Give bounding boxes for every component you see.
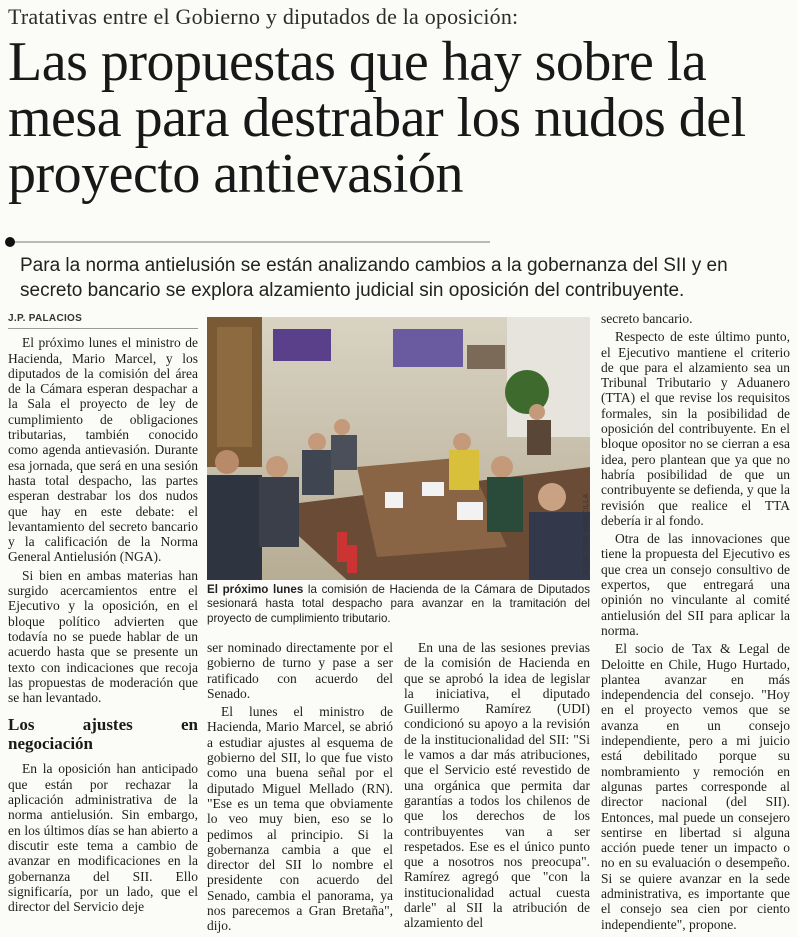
col1-paragraph-1: El próximo lunes el ministro de Hacienda, Mario Marcel, y los diputados de la comisión del área de la Cámara esperan despachar a la Sala el proyecto de ley de cumplimiento de obligaciones tributarias, también conocido como agenda antievasión. Durante esa jornada, que será en una sesión hasta total despacho, las partes esperan destrabar los dos nudos que hay en este debate: el levantamiento del secreto bancario y la calificación de la Norma General Antielusión (NGA). (8, 335, 198, 565)
byline: J.P. PALACIOS (8, 311, 198, 329)
news-photo (207, 317, 590, 580)
photo-credit: JONATHAN MANCILLA (583, 493, 590, 576)
meeting-room-photo (207, 317, 590, 580)
subhead: Para la norma antielusión se están analizando cambios a la gobernanza del SII y en secreto bancario se explora alzamiento judicial sin oposición del contribuyente. (20, 255, 728, 301)
col4-paragraph-4: El socio de Tax & Legal de Deloitte en Chile, Hugo Hurtado, plantea avanzar en más independencia del consejo. "Hoy en el proyecto vemos que se avanza en un consejo independiente, pero a mi juicio está debilitado porque su nombramiento y remoción en algunas partes corresponde al director nacional (del SII). Entonces, mal puede un consejero sentirse en libertad si alguna acción puede tener un impacto o no en su evaluación o desempeño. Si se quiere avanzar en la sede administrativa, es importante que el consejo sea cien por ciento independiente", propone. (601, 641, 790, 932)
bullet-dot (5, 237, 15, 247)
col4-paragraph-2: Respecto de este último punto, el Ejecutivo mantiene el criterio de que para el alzamiento sea un Tribunal Tributario y Aduanero (TTA) el que revise los requisitos formales, sin la posibilidad de oposición del contribuyente. En el bloque opositor no se cierran a esa idea, pero plantean que ya que no habría posibilidad de que un contribuyente se defienda, y que la revisión que realice el TTA debería ir al fondo. (601, 329, 790, 528)
kicker: Tratativas entre el Gobierno y diputados de la oposición: (8, 4, 519, 29)
column-3 (404, 640, 590, 934)
col2-paragraph-2: El lunes el ministro de Hacienda, Mario Marcel, se abrió a estudiar ajustes al esquema de gobierno del SII, lo que fue visto como una buena señal por el diputado Miguel Mellado (RN). "Ese es un tema que obviamente lo veo muy bien, eso se lo pedimos al principio. Si la gobernanza cambia a que el director del SII lo nombre el presidente con acuerdo del Senado, cambia el panorama, ya nos parecemos a Gran Bretaña", dijo. (207, 704, 393, 934)
column-2 (207, 640, 393, 937)
col3-paragraph-1: En una de las sesiones previas de la comisión de Hacienda en que se aprobó la idea de legislar la iniciativa, el diputado Guillermo Ramírez (UDI) condicionó su apoyo a la revisión de la institucionalidad del SII: "Si le vamos a dar más atribuciones, que el Servicio esté revestido de una orgánica que permita dar garantías a todos los chilenos de que los derechos de los contribuyentes van a ser respetados. Ese es el único punto que a nosotros nos preocupa". Ramírez agregó que "con la institucionalidad actual cuesta darle" al SII la atribución de alzamiento del (404, 640, 590, 931)
caption-text: la comisión de Hacienda de la Cámara de Diputados sesionará hasta total despacho para avanzar en la tramitación del proyecto de cumplimiento tributario. (207, 583, 590, 625)
divider-rule (10, 241, 490, 243)
photo-caption (207, 583, 590, 626)
column-1 (8, 311, 198, 917)
col2-paragraph-1: ser nominado directamente por el gobierno de turno y pase a ser ratificado con acuerdo del Senado. (207, 640, 393, 701)
section-heading: Los ajustes en negociación (8, 715, 198, 754)
col1-paragraph-2: Si bien en ambas materias han surgido acercamientos entre el Ejecutivo y la oposición, en el bloque político advierten que todavía no se puede hablar de un acuerdo hasta que se presente un texto con indicaciones que recoja las propuestas de moderación que se han levantado. (8, 567, 198, 706)
column-4 (601, 311, 790, 935)
caption-lead: El próximo lunes (207, 583, 304, 596)
col4-paragraph-3: Otra de las innovaciones que tiene la propuesta del Ejecutivo es que crea un consejo consultivo de expertos, que entregará una opinión no vinculante al comité antielusión del SII para aplicar la norma. (601, 531, 790, 638)
col1-paragraph-3: En la oposición han anticipado que están por rechazar la aplicación administrativa de la norma antielusión. Sin embargo, en los últimos días se han abierto a discutir este tema a cambio de avanzar en modificaciones en la gobernanza del SII. Ello significaría, por un lado, que el director del Servicio deje (8, 761, 198, 915)
headline: Las propuestas que hay sobre la mesa para destrabar los nudos del proyecto antievasión (8, 31, 746, 205)
col4-paragraph-1: secreto bancario. (601, 311, 693, 326)
